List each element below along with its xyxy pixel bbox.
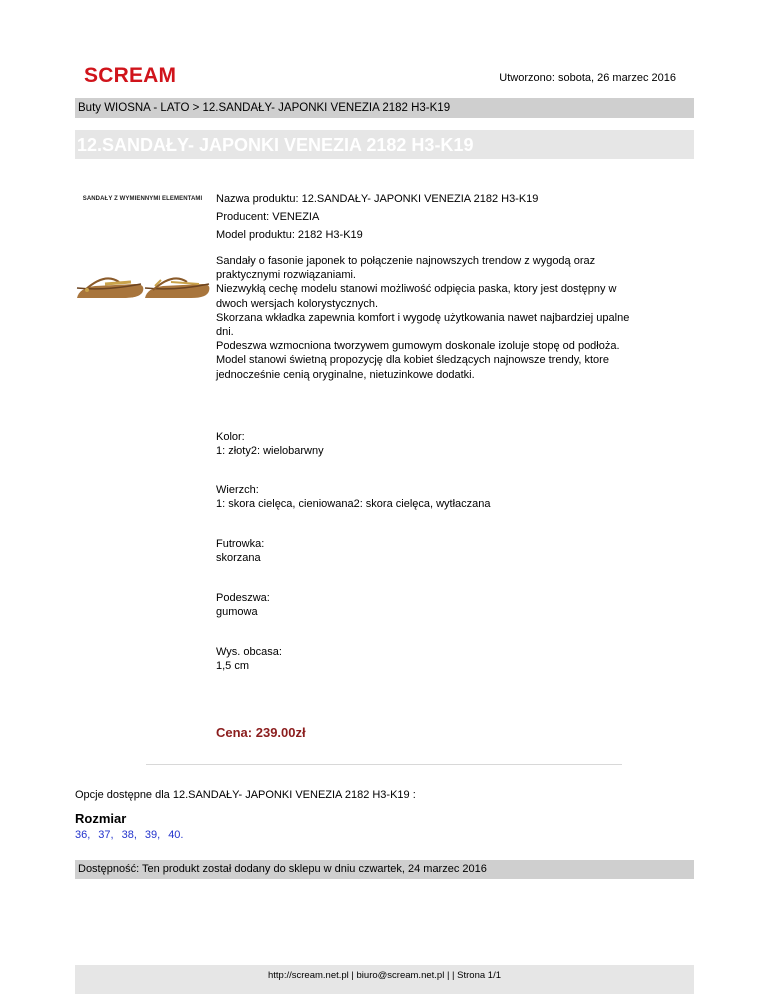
description-line: jednocześnie cenią oryginalne, nietuzinkowe dodatki. xyxy=(216,368,475,381)
product-model: Model produktu: 2182 H3-K19 xyxy=(216,229,363,241)
product-description xyxy=(216,254,656,382)
description-line: dwoch wersjach kolorystycznych. xyxy=(216,297,379,310)
description-line: dni. xyxy=(216,326,234,339)
breadcrumb: Buty WIOSNA - LATO > 12.SANDAŁY- JAPONKI VENEZIA 2182 H3-K19 xyxy=(75,98,694,118)
page-title: 12.SANDAŁY- JAPONKI VENEZIA 2182 H3-K19 xyxy=(75,130,694,159)
brand-logo: SCREAM xyxy=(84,64,177,87)
size-option-38[interactable]: 38, xyxy=(121,829,137,841)
attribute-value: 1,5 cm xyxy=(216,660,250,672)
sandals-illustration xyxy=(75,202,210,302)
size-option-37[interactable]: 37, xyxy=(98,829,114,841)
attribute-value: skorzana xyxy=(216,552,261,564)
size-option-39[interactable]: 39, xyxy=(144,829,161,841)
divider xyxy=(146,764,622,765)
product-image-caption: SANDAŁY Z WYMIENNYMI ELEMENTAMI xyxy=(82,196,203,202)
attribute-lining xyxy=(216,537,264,565)
attribute-value: 1: skora cielęca, cieniowana2: skora cielęca, wytłaczana xyxy=(216,498,491,510)
attribute-label: Wierzch: xyxy=(216,484,259,496)
options-heading: Opcje dostępne dla 12.SANDAŁY- JAPONKI VENEZIA 2182 H3-K19 : xyxy=(75,789,416,801)
attribute-color xyxy=(216,430,324,458)
attribute-heel xyxy=(216,645,282,673)
description-line: Model stanowi świetną propozycję dla kobiet śledzących najnowsze trendy, ktore xyxy=(216,354,609,367)
description-line: praktycznymi rozwiązaniami. xyxy=(216,269,356,282)
product-producer: Producent: VENEZIA xyxy=(216,211,320,223)
attribute-label: Podeszwa: xyxy=(216,592,270,604)
attribute-label: Kolor: xyxy=(216,431,245,443)
footer: http://scream.net.pl | biuro@scream.net.pl | | Strona 1/1 xyxy=(75,965,694,994)
attribute-value: gumowa xyxy=(216,606,258,618)
size-option-36[interactable]: 36, xyxy=(75,829,91,841)
attribute-sole xyxy=(216,591,270,619)
product-price: Cena: 239.00zł xyxy=(216,725,306,740)
product-details xyxy=(216,190,656,672)
size-options xyxy=(75,829,183,841)
attribute-upper xyxy=(216,483,491,511)
sandal-left xyxy=(77,278,143,298)
description-line: Skorzana wkładka zapewnia komfort i wygodę użytkowania nawet najbardziej upalne xyxy=(216,311,630,324)
created-date: Utworzono: sobota, 26 marzec 2016 xyxy=(499,72,676,84)
size-heading: Rozmiar xyxy=(75,811,127,826)
attribute-label: Futrowka: xyxy=(216,538,265,550)
product-name: Nazwa produktu: 12.SANDAŁY- JAPONKI VENEZIA 2182 H3-K19 xyxy=(216,193,539,205)
size-option-40[interactable]: 40. xyxy=(168,829,184,841)
attribute-label: Wys. obcasa: xyxy=(216,646,282,658)
description-line: Niezwykłą cechę modelu stanowi możliwość odpięcia paska, ktory jest dostępny w xyxy=(216,283,617,296)
availability-bar: Dostępność: Ten produkt został dodany do sklepu w dniu czwartek, 24 marzec 2016 xyxy=(75,860,694,879)
attribute-value: 1: złoty2: wielobarwny xyxy=(216,445,324,457)
description-line: Podeszwa wzmocniona tworzywem gumowym doskonale izoluje stopę od podłoża. xyxy=(216,340,620,353)
product-image xyxy=(75,188,210,318)
sandal-right xyxy=(145,278,209,298)
description-line: Sandały o fasonie japonek to połączenie najnowszych trendow z wygodą oraz xyxy=(216,255,596,267)
